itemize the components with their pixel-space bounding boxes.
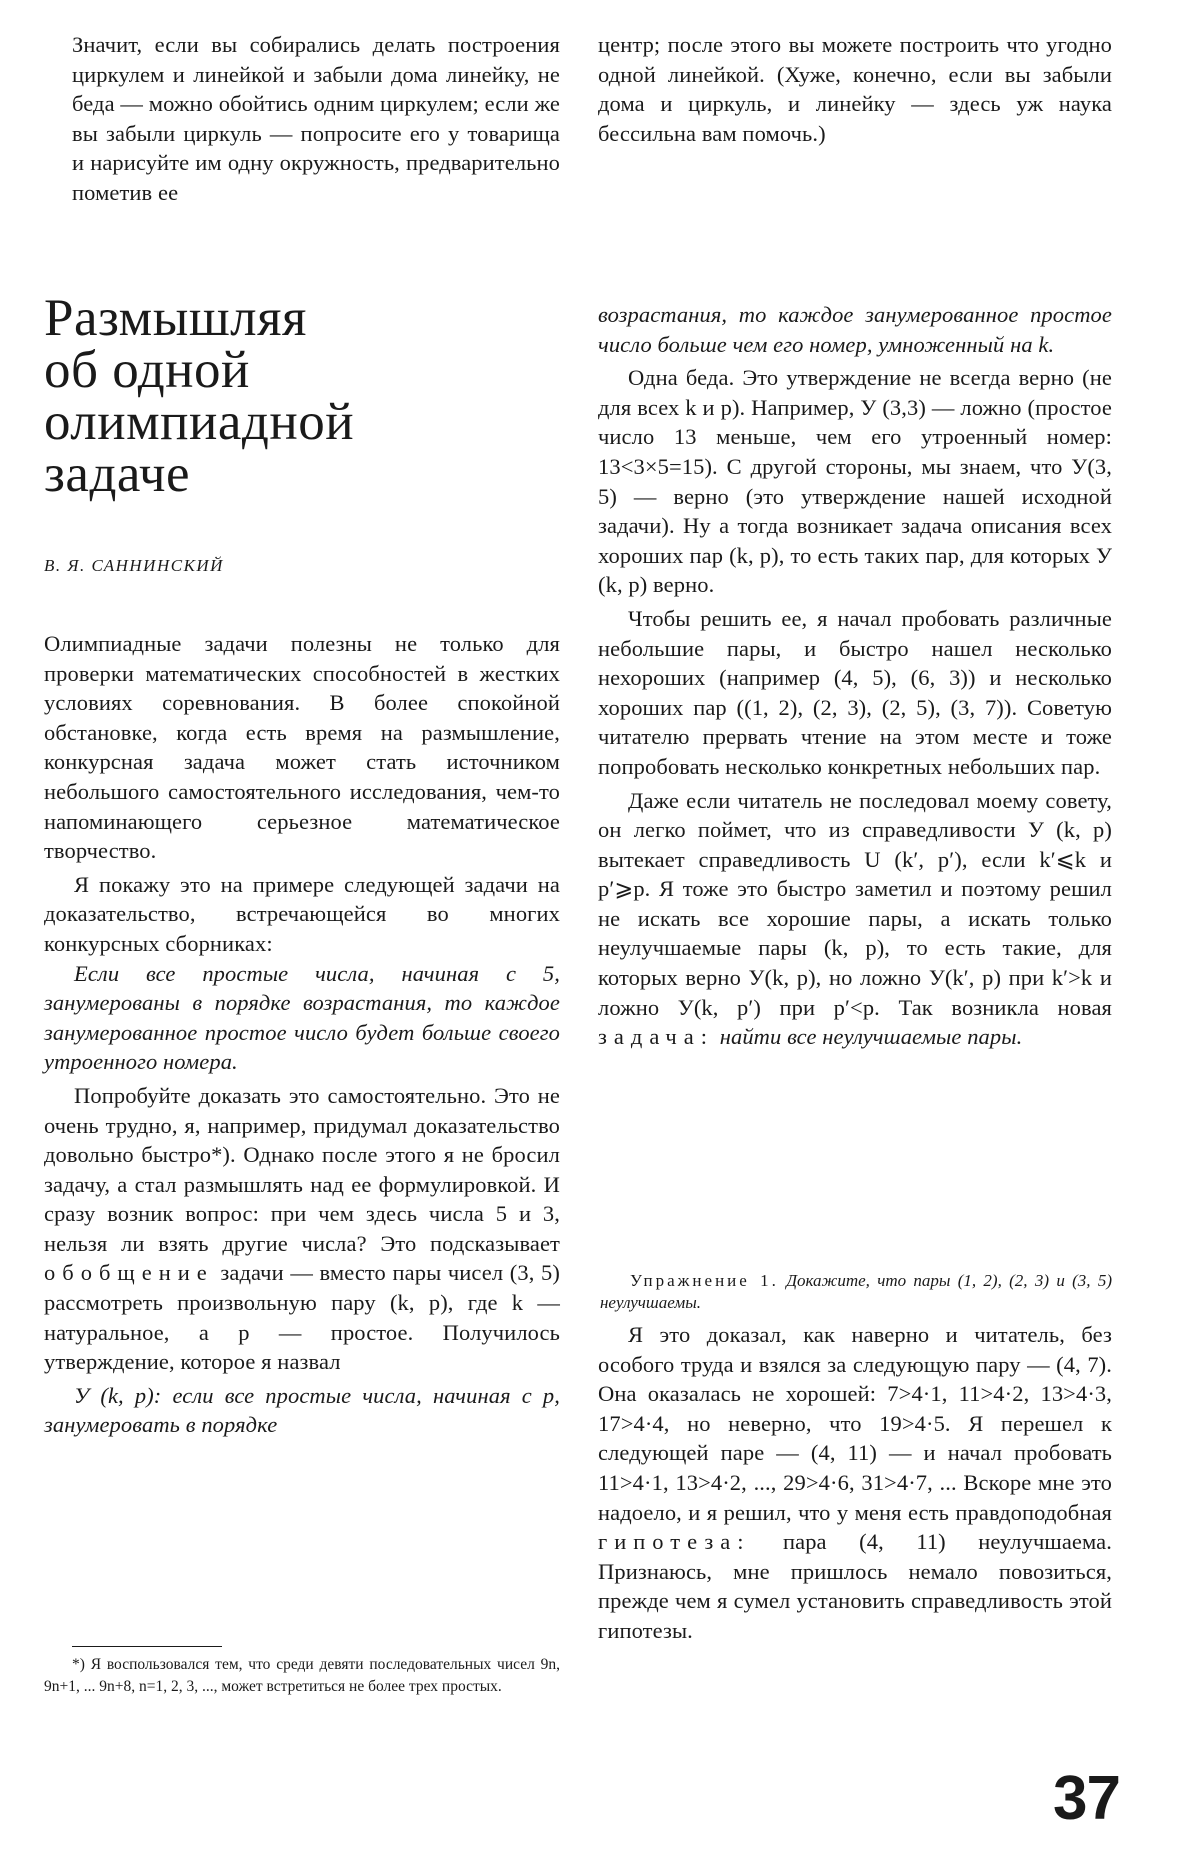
text-run: Даже если читатель не последовал моему совету, он легко поймет, что из справедливости У (k, p) вытекает справедливость U (k′, p′), если k′⩽k и p′⩾p. Я тоже это быстро заметил и поэтому решил не искать все хорошие пары, а искать только неулучшаемые пары (k, p), то есть такие, для которых верно У(k, p), но ложно У(k′, p) при k′>k и ложно У(k, p′) при p′<p. Так возникла новая — [598, 787, 1112, 1020]
text-run: Попробуйте доказать это самостоятельно. Это не очень трудно, я, например, придумал доказательство довольно быстро*). Однако после этого я не бросил задачу, а стал размышлять над ее формулировкой. И сразу возник вопрос: при чем здесь числа 5 и 3, нельзя ли взять другие числа? Это подсказывает — [44, 1082, 560, 1256]
right-column-lower — [598, 1320, 1112, 1646]
footnote-text: *) Я воспользовался тем, что среди девяти последовательных чисел 9n, 9n+1, ... 9n+8, n=1, 2, 3, ..., может встретиться не более трех простых. — [44, 1656, 560, 1695]
paragraph: центр; после этого вы можете построить что угодно одной линейкой. (Хуже, конечно, если вы забыли дома и циркуль, и линейку — здесь уж наука бессильна вам помочь.) — [598, 32, 1112, 146]
statement-continuation: возрастания, то каждое занумерованное простое число больше чем его номер, умноженный на k. — [598, 302, 1112, 357]
page-number: 37 — [1053, 1764, 1120, 1833]
top-left-text — [72, 30, 560, 208]
paragraph: Одна беда. Это утверждение не всегда верно (не для всех k и p). Например, У (3,3) — ложно (простое число 13 меньше, чем его утроенный номер: 13<3×5=15). С другой стороны, мы знаем, что У(3, 5) — верно (это утверждение нашей исходной задачи). Ну а тогда возникает задача описания всех хороших пар (k, p), то есть таких пар, для которых У (k, p) верно. — [598, 365, 1112, 598]
exercise-body: Докажите, что пары (1, 2), (2, 3) и (3, 5) неулучшаемы. — [600, 1271, 1112, 1312]
right-column-upper — [598, 300, 1112, 1052]
title-line: задаче — [44, 445, 191, 503]
footnote-divider — [72, 1646, 222, 1647]
emphasized-word: обобщение — [44, 1260, 214, 1286]
title-line: Размышляя — [44, 289, 307, 347]
exercise-text — [600, 1270, 1112, 1314]
paragraph — [598, 1320, 1112, 1646]
paragraph: Чтобы решить ее, я начал пробовать различные небольшие пары, и быстро нашел несколько нехороших (например (4, 5), (6, 3)) и несколько хороших пар ((1, 2), (2, 3), (2, 5), (3, 7)). Советую читателю прервать чтение на этом месте и тоже попробовать несколько конкретных небольших пар. — [598, 605, 1112, 779]
text-run: задачи — вместо пары чисел (3, 5) рассмотреть произвольную пару (k, p), где k — натуральное, а p — простое. Получилось утверждение, которое я назвал — [44, 1260, 560, 1375]
title-line: олимпиадной — [44, 393, 355, 451]
left-column — [44, 629, 560, 1440]
emphasized-word: задача: — [598, 1024, 714, 1050]
paragraph — [44, 1081, 560, 1377]
text-run: Я это доказал, как наверно и читатель, без особого труда и взялся за следующую пару — (4, 7). Она оказалась не хорошей: 7>4·1, 11>4·2, 13>4·3, 17>4·4, но неверно, что 19>4·5. Я перешел к следующей паре — (4, 11) — и начал пробовать 11>4·1, 13>4·2, ..., 29>4·6, 31>4·7, ... Вскоре мне это надоело, и я решил, что у меня есть правдоподобная — [598, 1322, 1112, 1525]
exercise-label: Упражнение 1. — [630, 1271, 779, 1290]
emphasized-word: гипотеза: — [598, 1529, 751, 1555]
top-right-text — [598, 30, 1112, 148]
text-run: пара (4, 11) неулучшаема. Признаюсь, мне пришлось немало повозиться, прежде чем я сумел установить справедливость этой гипотезы. — [598, 1529, 1112, 1643]
title-line: об одной — [44, 341, 250, 399]
statement-definition: У (k, p): если все простые числа, начиная с p, занумеровать в порядке — [44, 1382, 560, 1438]
exercise — [600, 1270, 1112, 1314]
paragraph — [598, 786, 1112, 1052]
paragraph: Я покажу это на примере следующей задачи на доказательство, встречающейся во многих конкурсных сборниках: — [44, 871, 560, 956]
paragraph: Олимпиадные задачи полезны не только для проверки математических способностей в жестких условиях соревнования. В более спокойной обстановке, когда есть время на размышление, конкурсная задача может стать источником небольшого самостоятельного исследования, чем-то напоминающего серьезное математическое творчество. — [44, 631, 560, 864]
article-title — [44, 289, 504, 503]
italic-run: найти все неулучшаемые пары. — [719, 1024, 1023, 1050]
footnote — [44, 1654, 560, 1698]
paragraph: Значит, если вы собирались делать построения циркулем и линейкой и забыли дома линейку, не беда — можно обойтись одним циркулем; если же вы забыли циркуль — попросите его у товарища и нарисуйте им одну окружность, предварительно пометив ее — [72, 32, 560, 205]
theorem-statement: Если все простые числа, начиная с 5, занумерованы в порядке возрастания, то каждое занумерованное простое число будет больше своего утроенного номера. — [44, 960, 560, 1075]
article-author: В. Я. САННИНСКИЙ — [44, 556, 224, 575]
